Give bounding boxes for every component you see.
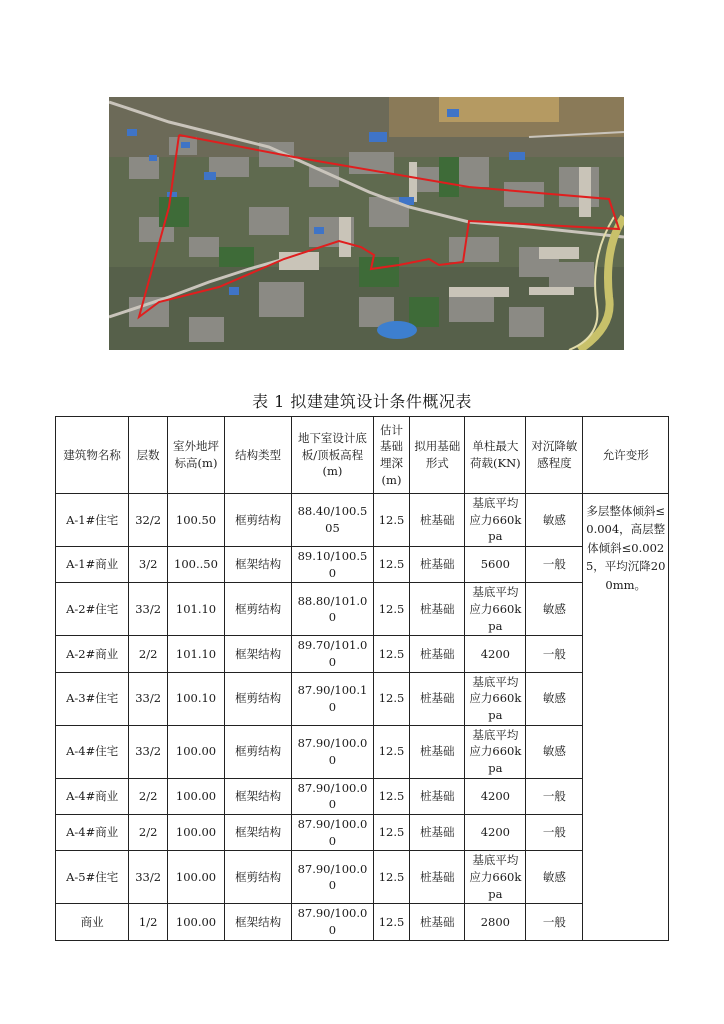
- cell-sensitivity: 敏感: [526, 583, 583, 636]
- header-cell: 室外地坪标高(m): [168, 417, 225, 494]
- cell-depth: 12.5: [373, 583, 410, 636]
- cell-floors: 1/2: [129, 904, 168, 940]
- cell-depth: 12.5: [373, 494, 410, 547]
- cell-foundation: 桩基础: [410, 904, 465, 940]
- cell-basement: 87.90/100.00: [292, 725, 373, 778]
- header-cell: 允许变形: [583, 417, 669, 494]
- cell-name: A-2#商业: [56, 636, 129, 672]
- cell-floors: 2/2: [129, 815, 168, 851]
- cell-sensitivity: 敏感: [526, 494, 583, 547]
- header-cell: 单柱最大荷载(KN): [465, 417, 526, 494]
- cell-load: 4200: [465, 778, 526, 814]
- cell-elevation: 101.10: [168, 583, 225, 636]
- cell-elevation: 101.10: [168, 636, 225, 672]
- cell-floors: 33/2: [129, 851, 168, 904]
- cell-basement: 87.90/100.00: [292, 778, 373, 814]
- cell-name: A-1#商业: [56, 547, 129, 583]
- cell-depth: 12.5: [373, 851, 410, 904]
- cell-elevation: 100.10: [168, 672, 225, 725]
- cell-foundation: 桩基础: [410, 583, 465, 636]
- aerial-site-photo: [109, 97, 624, 350]
- cell-elevation: 100.50: [168, 494, 225, 547]
- cell-foundation: 桩基础: [410, 636, 465, 672]
- cell-sensitivity: 敏感: [526, 672, 583, 725]
- cell-elevation: 100.00: [168, 815, 225, 851]
- cell-name: A-4#商业: [56, 815, 129, 851]
- cell-depth: 12.5: [373, 904, 410, 940]
- cell-elevation: 100.00: [168, 725, 225, 778]
- cell-load: 基底平均应力660kpa: [465, 725, 526, 778]
- header-cell: 估计基础埋深(m): [373, 417, 410, 494]
- cell-sensitivity: 敏感: [526, 851, 583, 904]
- cell-basement: 87.90/100.00: [292, 815, 373, 851]
- header-cell: 结构类型: [225, 417, 292, 494]
- cell-elevation: 100.00: [168, 904, 225, 940]
- cell-name: A-1#住宅: [56, 494, 129, 547]
- cell-structure: 框剪结构: [225, 583, 292, 636]
- table-row: [56, 904, 669, 940]
- table-row: [56, 636, 669, 672]
- cell-elevation: 100..50: [168, 547, 225, 583]
- cell-basement: 87.90/100.00: [292, 851, 373, 904]
- cell-basement: 87.90/100.10: [292, 672, 373, 725]
- cell-name: A-4#商业: [56, 778, 129, 814]
- cell-foundation: 桩基础: [410, 672, 465, 725]
- cell-floors: 33/2: [129, 725, 168, 778]
- cell-floors: 2/2: [129, 636, 168, 672]
- cell-floors: 32/2: [129, 494, 168, 547]
- header-cell: 建筑物名称: [56, 417, 129, 494]
- cell-structure: 框架结构: [225, 547, 292, 583]
- cell-basement: 89.70/101.00: [292, 636, 373, 672]
- cell-structure: 框架结构: [225, 778, 292, 814]
- table-row: [56, 851, 669, 904]
- cell-sensitivity: 一般: [526, 547, 583, 583]
- cell-structure: 框架结构: [225, 636, 292, 672]
- cell-foundation: 桩基础: [410, 851, 465, 904]
- cell-load: 4200: [465, 636, 526, 672]
- table-row: [56, 778, 669, 814]
- cell-load: 基底平均应力660kpa: [465, 494, 526, 547]
- table-row: [56, 494, 669, 547]
- cell-floors: 33/2: [129, 583, 168, 636]
- table-header-row: [56, 417, 669, 494]
- cell-depth: 12.5: [373, 547, 410, 583]
- table-row: [56, 547, 669, 583]
- cell-sensitivity: 一般: [526, 778, 583, 814]
- cell-floors: 3/2: [129, 547, 168, 583]
- cell-basement: 88.80/101.00: [292, 583, 373, 636]
- cell-load: 基底平均应力660kpa: [465, 672, 526, 725]
- cell-elevation: 100.00: [168, 851, 225, 904]
- cell-name: A-4#住宅: [56, 725, 129, 778]
- cell-elevation: 100.00: [168, 778, 225, 814]
- cell-depth: 12.5: [373, 778, 410, 814]
- building-design-table: [55, 416, 669, 941]
- cell-structure: 框剪结构: [225, 725, 292, 778]
- cell-floors: 2/2: [129, 778, 168, 814]
- cell-basement: 87.90/100.00: [292, 904, 373, 940]
- table-row: [56, 583, 669, 636]
- header-cell: 地下室设计底板/顶板高程(m): [292, 417, 373, 494]
- table-row: [56, 815, 669, 851]
- table-row: [56, 672, 669, 725]
- cell-structure: 框架结构: [225, 815, 292, 851]
- cell-foundation: 桩基础: [410, 494, 465, 547]
- cell-basement: 89.10/100.50: [292, 547, 373, 583]
- header-cell: 层数: [129, 417, 168, 494]
- cell-name: A-2#住宅: [56, 583, 129, 636]
- cell-sensitivity: 一般: [526, 815, 583, 851]
- cell-sensitivity: 一般: [526, 904, 583, 940]
- cell-name: A-5#住宅: [56, 851, 129, 904]
- cell-depth: 12.5: [373, 672, 410, 725]
- cell-foundation: 桩基础: [410, 725, 465, 778]
- cell-basement: 88.40/100.505: [292, 494, 373, 547]
- cell-load: 基底平均应力660kpa: [465, 583, 526, 636]
- cell-depth: 12.5: [373, 636, 410, 672]
- cell-load: 4200: [465, 815, 526, 851]
- cell-structure: 框剪结构: [225, 851, 292, 904]
- cell-name: A-3#住宅: [56, 672, 129, 725]
- header-cell: 拟用基础形式: [410, 417, 465, 494]
- table-caption: 表 1 拟建建筑设计条件概况表: [252, 392, 472, 411]
- table-row: [56, 725, 669, 778]
- cell-load: 5600: [465, 547, 526, 583]
- cell-name: 商业: [56, 904, 129, 940]
- cell-allowable-deformation: 多层整体倾斜≤0.004，高层整体倾斜≤0.0025，平均沉降200mm。: [583, 494, 669, 941]
- cell-load: 2800: [465, 904, 526, 940]
- cell-depth: 12.5: [373, 725, 410, 778]
- cell-foundation: 桩基础: [410, 815, 465, 851]
- header-cell: 对沉降敏感程度: [526, 417, 583, 494]
- cell-structure: 框剪结构: [225, 672, 292, 725]
- cell-floors: 33/2: [129, 672, 168, 725]
- cell-structure: 框架结构: [225, 904, 292, 940]
- cell-foundation: 桩基础: [410, 778, 465, 814]
- cell-sensitivity: 一般: [526, 636, 583, 672]
- cell-foundation: 桩基础: [410, 547, 465, 583]
- cell-load: 基底平均应力660kpa: [465, 851, 526, 904]
- cell-depth: 12.5: [373, 815, 410, 851]
- cell-sensitivity: 敏感: [526, 725, 583, 778]
- cell-structure: 框剪结构: [225, 494, 292, 547]
